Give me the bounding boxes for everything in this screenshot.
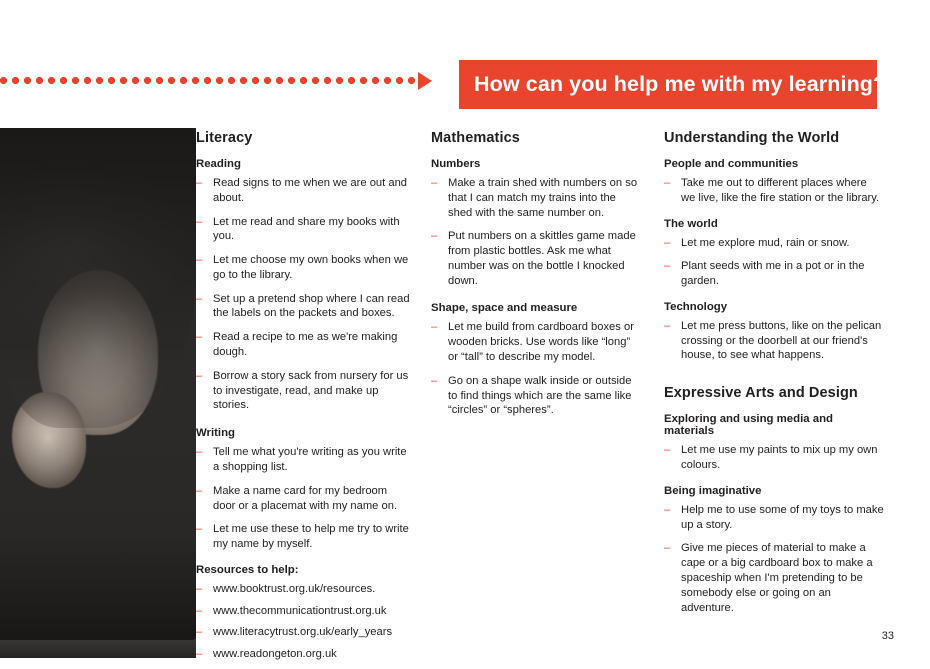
arrow-icon [418,72,432,90]
photo-shadow [0,428,196,658]
list-being-imaginative [664,503,884,615]
column-understanding-world [664,130,884,624]
list-reading [196,176,412,413]
column-mathematics [431,130,643,427]
dotted-rule-decoration [0,76,432,85]
list-item: – Help me to use some of my toys to make up a story. [664,503,884,533]
subsection-people-and-communities: People and communities [664,158,799,170]
section-title-literacy: Literacy [196,130,253,146]
dotted-line [0,77,419,84]
list-exploring-and-using-media [664,443,884,473]
list-item: – Let me explore mud, rain or snow. [664,236,884,251]
list-item: – Tell me what you're writing as you write a shopping list. [196,445,412,475]
list-item: – Give me pieces of material to make a cape or a big cardboard box to make a spaceship when I'm pretending to be somebody else or going on an adventure. [664,541,884,615]
decorative-photo [0,0,196,658]
section-title-expressive-arts-and-design: Expressive Arts and Design [664,385,858,402]
subsection-numbers: Numbers [431,158,481,170]
subsection-being-imaginative: Being imaginative [664,484,762,497]
list-item: – Set up a pretend shop where I can read the labels on the packets and boxes. [196,292,412,322]
section-title-mathematics: Mathematics [431,130,520,146]
list-shape-space-measure [431,320,643,418]
resource-link[interactable]: – www.readongeton.org.uk [196,647,412,662]
list-item: – Let me read and share my books with you. [196,215,412,245]
list-people-and-communities [664,176,884,206]
subsection-shape-space-measure: Shape, space and measure [431,302,578,315]
list-item: – Read signs to me when we are out and about. [196,176,412,206]
subsection-reading: Reading [196,158,241,170]
subsection-resources: Resources to help: [196,563,299,576]
page-title: How can you help me with my learning? [474,72,887,96]
resource-link[interactable]: – www.booktrust.org.uk/resources. [196,582,412,597]
list-item: – Let me use these to help me try to write my name by myself. [196,522,412,552]
list-item: – Plant seeds with me in a pot or in the garden. [664,259,884,289]
list-technology [664,319,884,363]
column-literacy [196,130,412,669]
list-item: – Take me out to different places where we live, like the fire station or the library. [664,176,884,206]
list-item: – Borrow a story sack from nursery for us to investigate, read, and make up stories. [196,369,412,413]
subsection-exploring-and-using-media: Exploring and using media and materials [664,413,833,438]
photo-child-hair [0,128,196,428]
list-resources [196,582,412,662]
subsection-writing: Writing [196,427,236,440]
list-item: – Let me choose my own books when we go to the library. [196,253,412,283]
list-item: – Let me press buttons, like on the pelican crossing or the doorbell at our friend's house, to see what happens. [664,319,884,363]
resource-link[interactable]: – www.thecommunicationtrust.org.uk [196,604,412,619]
list-item: – Go on a shape walk inside or outside to find things which are the same like “circles” or “spheres”. [431,374,643,418]
list-item: – Make a train shed with numbers on so that I can match my trains into the shed with the same number on. [431,176,643,220]
list-writing [196,445,412,552]
page-number: 33 [881,630,894,642]
page-title-banner [459,60,887,109]
list-item: – Read a recipe to me as we're making dough. [196,330,412,360]
list-item: – Let me build from cardboard boxes or wooden bricks. Use words like “long” or “tall” to describe my model. [431,320,643,364]
list-the-world [664,236,884,289]
list-item: – Make a name card for my bedroom door or a placemat with my name on. [196,484,412,514]
list-item: – Let me use my paints to mix up my own colours. [664,443,884,473]
section-title-understanding-the-world: Understanding the World [664,130,840,146]
subsection-the-world: The world [664,217,718,230]
list-numbers [431,176,643,288]
list-item: – Put numbers on a skittles game made from plastic bottles. Ask me what number was on the bottle I knocked down. [431,229,643,288]
resource-link[interactable]: – www.literacytrust.org.uk/early_years [196,625,412,640]
subsection-technology: Technology [664,300,728,313]
